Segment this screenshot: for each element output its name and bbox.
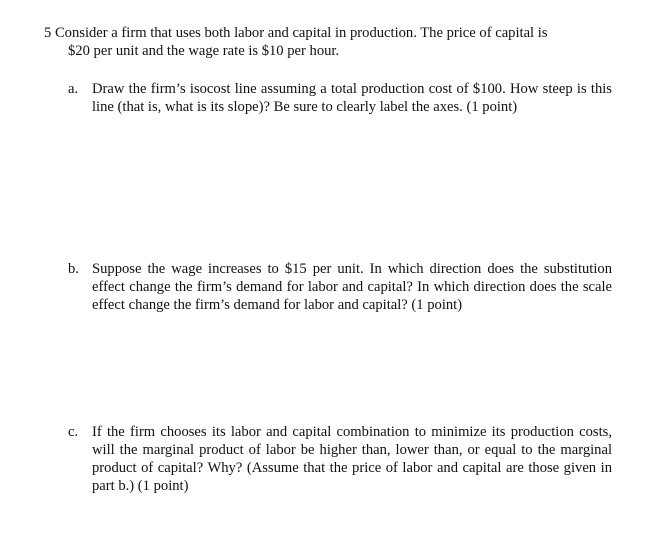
part-a-label: a. xyxy=(68,81,79,97)
part-c xyxy=(68,423,612,495)
part-b-label: b. xyxy=(68,261,79,277)
part-b-text: Suppose the wage increases to $15 per unit. In which direction does the substitution effect change the firm’s demand for labor and capital? In which direction does the scale effect change the firm’s demand for labor and capital? (1 point) xyxy=(92,261,612,313)
question-5 xyxy=(44,24,612,60)
question-intro-line1: Consider a firm that uses both labor and capital in production. The price of capital is xyxy=(54,25,548,41)
part-a-text: Draw the firm’s isocost line assuming a total production cost of $100. How steep is this line (that is, what is its slope)? Be sure to clearly label the axes. (1 point) xyxy=(92,81,612,115)
question-intro-line2: $20 per unit and the wage rate is $10 per hour. xyxy=(68,43,340,59)
part-c-label: c. xyxy=(68,424,79,440)
part-b xyxy=(68,260,612,314)
question-number: 5 xyxy=(44,25,52,41)
part-a xyxy=(68,80,612,116)
part-c-text: If the firm chooses its labor and capital combination to minimize its production costs, will the marginal product of labor be higher than, lower than, or equal to the marginal product of capital? Why? (Assume that the price of labor and capital are those given in part b.) (1 point) xyxy=(92,424,612,494)
